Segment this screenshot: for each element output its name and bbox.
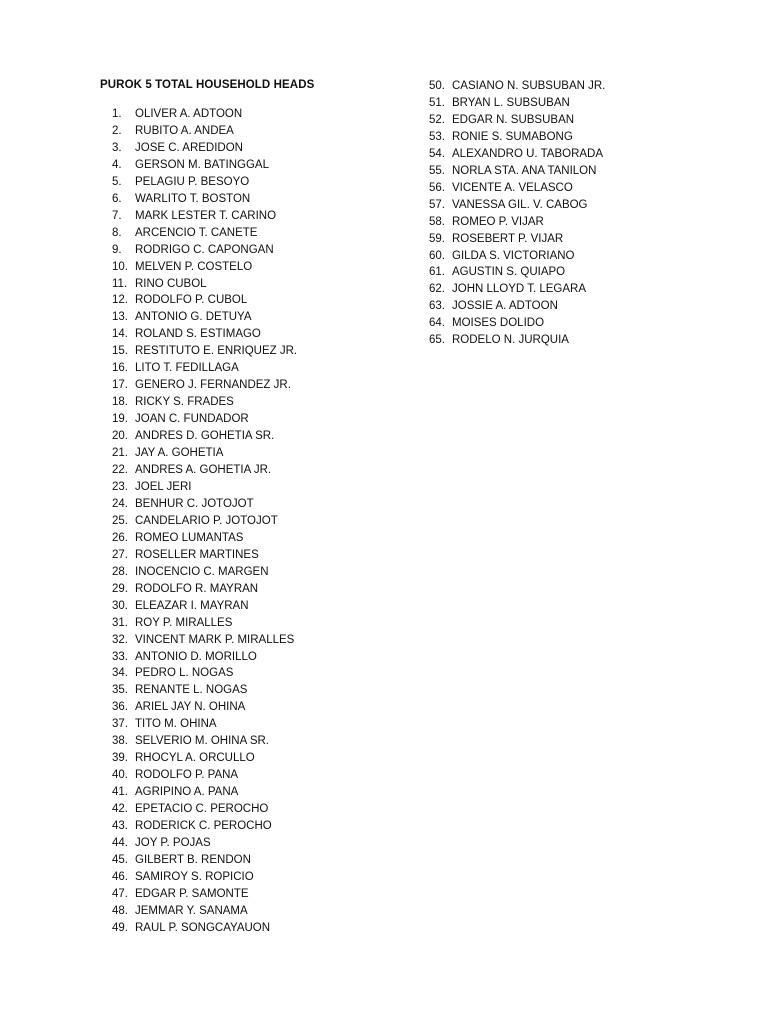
list-item xyxy=(429,248,605,265)
list-item xyxy=(112,835,297,852)
list-item-number: 26. xyxy=(112,531,128,544)
list-item-number: 49. xyxy=(112,921,128,934)
list-item xyxy=(112,326,297,343)
list-item xyxy=(112,411,297,428)
list-item-number: 48. xyxy=(112,904,128,917)
household-head-name: TITO M. OHINA xyxy=(135,718,217,731)
list-item-number: 6. xyxy=(112,192,122,205)
household-head-name: JOEL JERI xyxy=(135,480,192,493)
list-item-number: 45. xyxy=(112,853,128,866)
household-head-name: ROMEO P. VIJAR xyxy=(452,215,544,228)
household-head-name: ARCENCIO T. CANETE xyxy=(135,226,258,239)
list-item xyxy=(429,95,605,112)
household-head-name: RAUL P. SONGCAYAUON xyxy=(135,921,271,934)
list-item-number: 44. xyxy=(112,836,128,849)
list-item-number: 47. xyxy=(112,887,128,900)
household-head-name: JOY P. POJAS xyxy=(135,836,211,849)
household-head-name: EDGAR P. SAMONTE xyxy=(135,887,249,900)
list-item xyxy=(112,716,297,733)
list-item xyxy=(112,733,297,750)
document-title: PUROK 5 TOTAL HOUSEHOLD HEADS xyxy=(100,79,315,91)
list-item-number: 31. xyxy=(112,616,128,629)
household-head-name: RODOLFO P. PANA xyxy=(135,769,239,782)
list-item xyxy=(112,360,297,377)
household-head-name: ROMEO LUMANTAS xyxy=(135,531,244,544)
list-item-number: 60. xyxy=(429,249,445,262)
household-head-name: ANTONIO G. DETUYA xyxy=(135,311,252,324)
list-item-number: 39. xyxy=(112,752,128,765)
list-item-number: 40. xyxy=(112,769,128,782)
household-head-name: ANDRES A. GOHETIA JR. xyxy=(135,464,272,477)
list-item xyxy=(429,146,605,163)
household-head-name: RENANTE L. NOGAS xyxy=(135,684,248,697)
household-head-name: MARK LESTER T. CARINO xyxy=(135,209,277,222)
list-item xyxy=(112,632,297,649)
list-item xyxy=(112,513,297,530)
list-item-number: 65. xyxy=(429,334,445,347)
list-item-number: 27. xyxy=(112,548,128,561)
household-list-left-column xyxy=(112,106,297,937)
list-item-number: 64. xyxy=(429,317,445,330)
household-head-name: SELVERIO M. OHINA SR. xyxy=(135,735,269,748)
household-head-name: RODELO N. JURQUIA xyxy=(452,334,569,347)
list-item xyxy=(112,309,297,326)
list-item xyxy=(112,920,297,937)
list-item-number: 34. xyxy=(112,667,128,680)
household-head-name: GILDA S. VICTORIANO xyxy=(452,249,575,262)
list-item xyxy=(112,564,297,581)
household-head-name: INOCENCIO C. MARGEN xyxy=(135,565,269,578)
list-item-number: 1. xyxy=(112,108,122,120)
household-head-name: WARLITO T. BOSTON xyxy=(135,192,251,205)
list-item xyxy=(112,157,297,174)
list-item-number: 14. xyxy=(112,328,128,341)
household-head-name: JOSE C. AREDIDON xyxy=(135,141,243,154)
list-item xyxy=(112,174,297,191)
list-item xyxy=(112,445,297,462)
household-head-name: ROY P. MIRALLES xyxy=(135,616,233,629)
list-item-number: 10. xyxy=(112,260,128,273)
list-item xyxy=(429,197,605,214)
list-item-number: 13. xyxy=(112,311,128,324)
list-item xyxy=(112,547,297,564)
household-head-name: ROSELLER MARTINES xyxy=(135,548,259,561)
list-item xyxy=(429,180,605,197)
list-item-number: 8. xyxy=(112,226,122,239)
list-item xyxy=(112,615,297,632)
household-head-name: RHOCYL A. ORCULLO xyxy=(135,752,255,765)
list-item-number: 25. xyxy=(112,514,128,527)
list-item-number: 43. xyxy=(112,820,128,833)
household-head-name: RESTITUTO E. ENRIQUEZ JR. xyxy=(135,345,298,358)
household-head-name: JAY A. GOHETIA xyxy=(135,447,224,460)
household-head-name: JOHN LLOYD T. LEGARA xyxy=(452,283,586,296)
list-item-number: 41. xyxy=(112,786,128,799)
household-head-name: GILBERT B. RENDON xyxy=(135,853,251,866)
list-item xyxy=(112,140,297,157)
household-head-name: RUBITO A. ANDEA xyxy=(135,124,234,137)
household-head-name: JEMMAR Y. SANAMA xyxy=(135,904,248,917)
household-head-name: ROLAND S. ESTIMAGO xyxy=(135,328,261,341)
list-item xyxy=(429,264,605,281)
list-item-number: 29. xyxy=(112,582,128,595)
household-head-name: GERSON M. BATINGGAL xyxy=(135,158,269,171)
list-item-number: 3. xyxy=(112,141,122,154)
list-item-number: 9. xyxy=(112,243,122,256)
list-item xyxy=(112,818,297,835)
list-item-number: 24. xyxy=(112,497,128,510)
household-head-name: CASIANO N. SUBSUBAN JR. xyxy=(452,80,606,92)
list-item-number: 38. xyxy=(112,735,128,748)
list-item-number: 51. xyxy=(429,96,445,109)
household-head-name: ALEXANDRO U. TABORADA xyxy=(452,147,604,160)
list-item xyxy=(112,106,297,123)
household-head-name: LITO T. FEDILLAGA xyxy=(135,362,239,375)
list-item xyxy=(112,428,297,445)
list-item-number: 16. xyxy=(112,362,128,375)
list-item-number: 63. xyxy=(429,300,445,313)
list-item xyxy=(112,377,297,394)
list-item-number: 42. xyxy=(112,803,128,816)
list-item xyxy=(429,129,605,146)
list-item xyxy=(112,767,297,784)
list-item-number: 61. xyxy=(429,266,445,279)
list-item xyxy=(112,801,297,818)
list-item-number: 59. xyxy=(429,232,445,245)
list-item-number: 15. xyxy=(112,345,128,358)
household-head-name: ARIEL JAY N. OHINA xyxy=(135,701,246,714)
list-item-number: 4. xyxy=(112,158,122,171)
list-item-number: 33. xyxy=(112,650,128,663)
household-head-name: RODERICK C. PEROCHO xyxy=(135,820,272,833)
household-head-name: MELVEN P. COSTELO xyxy=(135,260,253,273)
list-item xyxy=(112,869,297,886)
household-head-name: PELAGIU P. BESOYO xyxy=(135,175,250,188)
list-item xyxy=(112,343,297,360)
list-item xyxy=(112,852,297,869)
list-item-number: 35. xyxy=(112,684,128,697)
household-head-name: VANESSA GIL. V. CABOG xyxy=(452,198,588,211)
household-head-name: PEDRO L. NOGAS xyxy=(135,667,234,680)
list-item xyxy=(429,281,605,298)
list-item xyxy=(429,298,605,315)
list-item xyxy=(429,112,605,129)
household-head-name: RODOLFO P. CUBOL xyxy=(135,294,248,307)
list-item-number: 19. xyxy=(112,413,128,426)
list-item xyxy=(112,496,297,513)
list-item-number: 20. xyxy=(112,430,128,443)
list-item xyxy=(429,332,605,349)
list-item xyxy=(112,191,297,208)
list-item xyxy=(112,394,297,411)
list-item-number: 30. xyxy=(112,599,128,612)
list-item-number: 54. xyxy=(429,147,445,160)
household-head-name: EPETACIO C. PEROCHO xyxy=(135,803,269,816)
list-item xyxy=(112,242,297,259)
list-item-number: 50. xyxy=(429,80,445,92)
list-item xyxy=(112,276,297,293)
list-item-number: 17. xyxy=(112,379,128,392)
list-item-number: 28. xyxy=(112,565,128,578)
list-item xyxy=(112,750,297,767)
list-item xyxy=(112,665,297,682)
list-item-number: 11. xyxy=(112,277,128,290)
list-item xyxy=(112,530,297,547)
household-head-name: AGUSTIN S. QUIAPO xyxy=(452,266,566,279)
household-head-name: CANDELARIO P. JOTOJOT xyxy=(135,514,278,527)
list-item xyxy=(112,903,297,920)
household-head-name: BRYAN L. SUBSUBAN xyxy=(452,96,570,109)
household-head-name: MOISES DOLIDO xyxy=(452,317,545,330)
household-head-name: VINCENT MARK P. MIRALLES xyxy=(135,633,295,646)
household-list-right-column xyxy=(429,78,605,349)
household-head-name: SAMIROY S. ROPICIO xyxy=(135,870,254,883)
household-head-name: NORLA STA. ANA TANILON xyxy=(452,164,597,177)
household-head-name: RICKY S. FRADES xyxy=(135,396,234,409)
list-item xyxy=(429,315,605,332)
household-head-name: ANDRES D. GOHETIA SR. xyxy=(135,430,275,443)
list-item-number: 37. xyxy=(112,718,128,731)
list-item-number: 18. xyxy=(112,396,128,409)
list-item xyxy=(429,163,605,180)
list-item-number: 2. xyxy=(112,124,122,137)
list-item-number: 62. xyxy=(429,283,445,296)
list-item xyxy=(112,462,297,479)
household-head-name: JOSSIE A. ADTOON xyxy=(452,300,558,313)
list-item-number: 58. xyxy=(429,215,445,228)
household-head-name: RONIE S. SUMABONG xyxy=(452,130,573,143)
household-head-name: ANTONIO D. MORILLO xyxy=(135,650,257,663)
household-head-name: JOAN C. FUNDADOR xyxy=(135,413,249,426)
list-item xyxy=(429,231,605,248)
household-head-name: AGRIPINO A. PANA xyxy=(135,786,239,799)
list-item-number: 32. xyxy=(112,633,128,646)
household-head-name: EDGAR N. SUBSUBAN xyxy=(452,113,575,126)
household-head-name: RINO CUBOL xyxy=(135,277,207,290)
household-head-name: ROSEBERT P. VIJAR xyxy=(452,232,564,245)
list-item xyxy=(112,581,297,598)
list-item-number: 21. xyxy=(112,447,128,460)
list-item xyxy=(112,123,297,140)
household-head-name: OLIVER A. ADTOON xyxy=(135,108,243,120)
list-item xyxy=(112,225,297,242)
list-item xyxy=(112,699,297,716)
list-item xyxy=(112,259,297,276)
household-head-name: RODRIGO C. CAPONGAN xyxy=(135,243,274,256)
household-head-name: ELEAZAR I. MAYRAN xyxy=(135,599,249,612)
household-head-name: BENHUR C. JOTOJOT xyxy=(135,497,254,510)
household-head-name: GENERO J. FERNANDEZ JR. xyxy=(135,379,291,392)
list-item xyxy=(112,886,297,903)
list-item xyxy=(429,78,605,95)
household-head-name: RODOLFO R. MAYRAN xyxy=(135,582,259,595)
list-item xyxy=(112,682,297,699)
list-item-number: 53. xyxy=(429,130,445,143)
list-item xyxy=(429,214,605,231)
list-item-number: 23. xyxy=(112,480,128,493)
list-item xyxy=(112,649,297,666)
list-item-number: 52. xyxy=(429,113,445,126)
list-item-number: 56. xyxy=(429,181,445,194)
list-item-number: 5. xyxy=(112,175,122,188)
list-item-number: 55. xyxy=(429,164,445,177)
list-item xyxy=(112,208,297,225)
list-item-number: 12. xyxy=(112,294,128,307)
list-item-number: 7. xyxy=(112,209,122,222)
list-item xyxy=(112,479,297,496)
list-item xyxy=(112,292,297,309)
list-item-number: 36. xyxy=(112,701,128,714)
household-head-name: VICENTE A. VELASCO xyxy=(452,181,573,194)
list-item-number: 22. xyxy=(112,464,128,477)
list-item xyxy=(112,784,297,801)
list-item-number: 57. xyxy=(429,198,445,211)
list-item-number: 46. xyxy=(112,870,128,883)
list-item xyxy=(112,598,297,615)
